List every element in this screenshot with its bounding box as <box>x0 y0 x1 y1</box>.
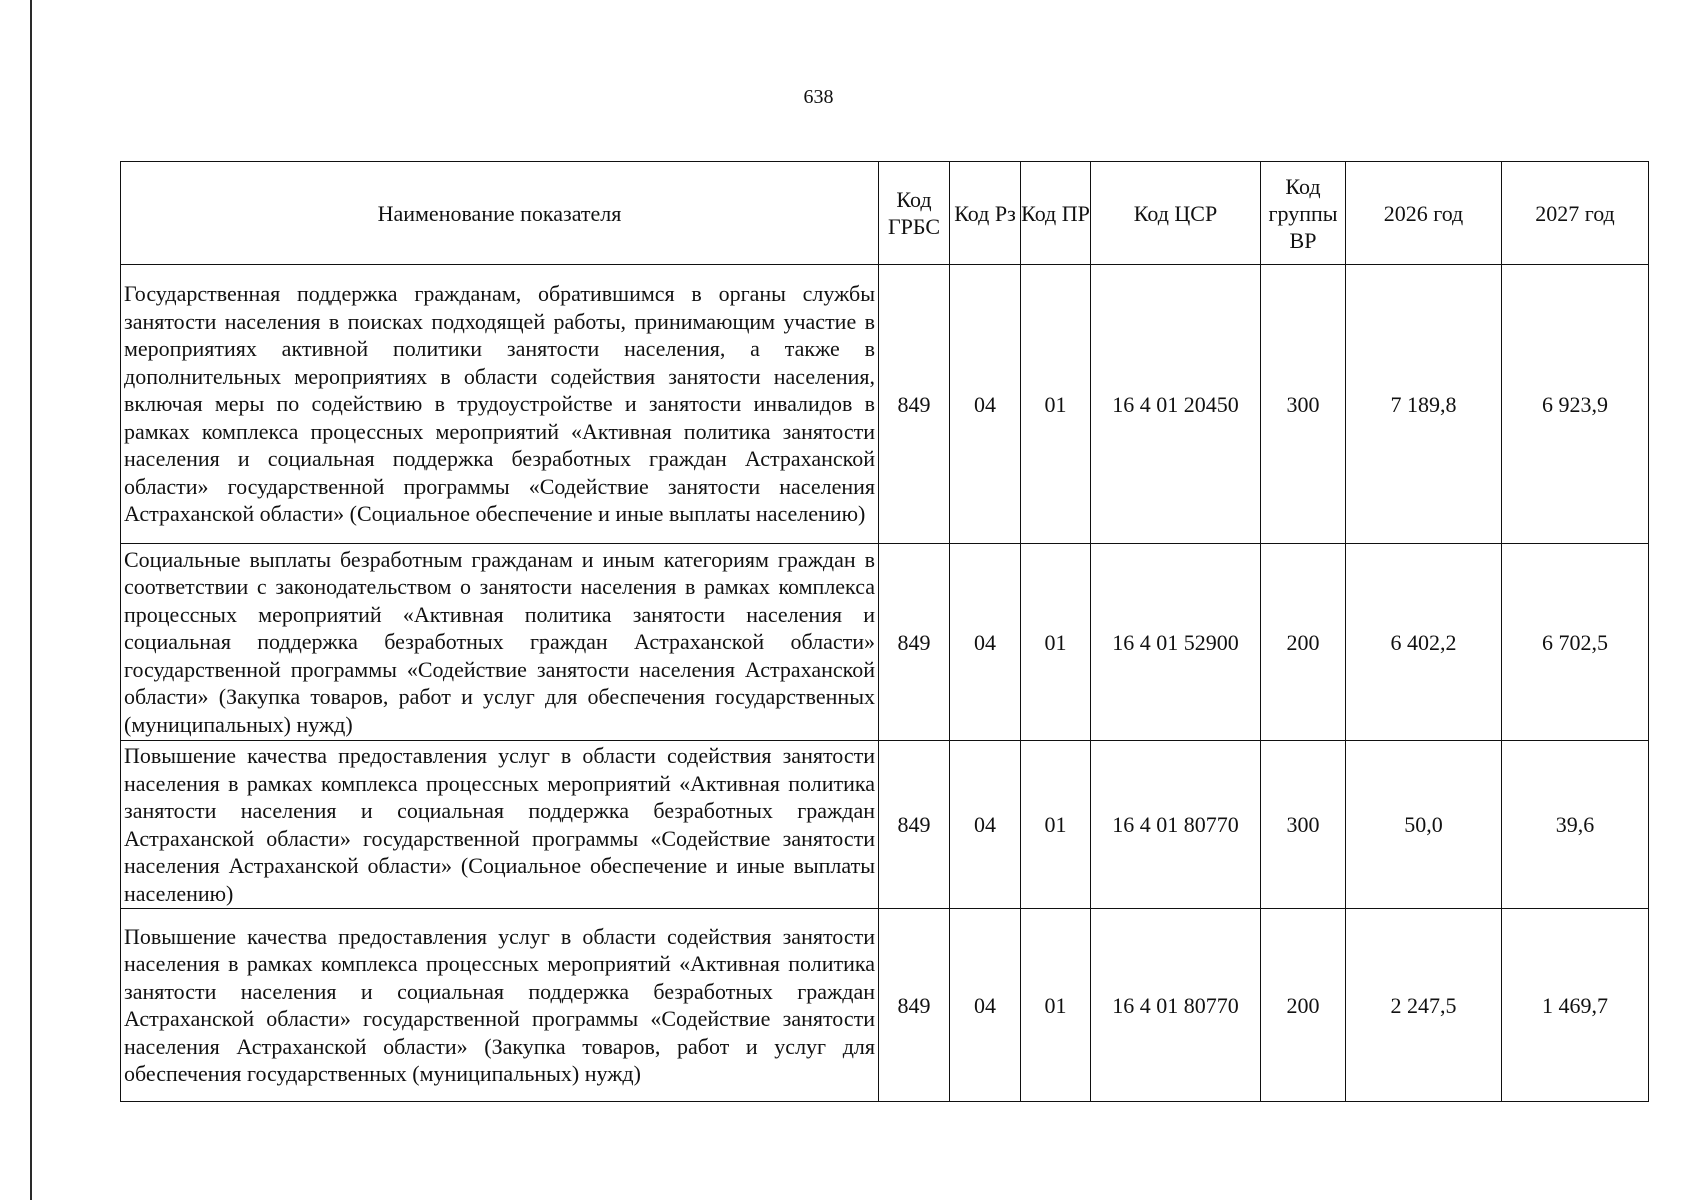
row-rz: 04 <box>950 741 1021 909</box>
row-2026: 2 247,5 <box>1346 909 1502 1102</box>
row-pr: 01 <box>1021 265 1091 544</box>
row-vr: 300 <box>1261 265 1346 544</box>
row-csr: 16 4 01 80770 <box>1091 909 1261 1102</box>
row-grbs: 849 <box>879 741 950 909</box>
row-name: Государственная поддержка гражданам, обратившимся в органы службы занятости населения в поисках подходящей работы, принимающим участие в мероприятиях активной политики занятости населения, а также в дополнительных мероприятиях в области содействия занятости населения, включая меры по содействию в трудоустройстве и занятости инвалидов в рамках комплекса процессных мероприятий «Активная политика занятости населения и социальная поддержка безработных граждан Астраханской области» государственной программы «Содействие занятости населения Астраханской области» (Социальное обеспечение и иные выплаты населению) <box>121 265 879 544</box>
row-vr: 200 <box>1261 544 1346 741</box>
row-grbs: 849 <box>879 544 950 741</box>
budget-table <box>120 161 1649 1102</box>
row-rz: 04 <box>950 909 1021 1102</box>
table-header-row <box>121 162 1649 265</box>
row-name: Повышение качества предоставления услуг в области содействия занятости населения в рамках комплекса процессных мероприятий «Активная политика занятости населения и социальная поддержка безработных граждан Астраханской области» государственной программы «Содействие занятости населения Астраханской области» (Социальное обеспечение и иные выплаты населению) <box>121 741 879 909</box>
table-row <box>121 909 1649 1102</box>
scan-edge-line <box>30 0 32 1200</box>
row-2027: 1 469,7 <box>1502 909 1649 1102</box>
row-vr: 200 <box>1261 909 1346 1102</box>
row-name: Повышение качества предоставления услуг в области содействия занятости населения в рамках комплекса процессных мероприятий «Активная политика занятости населения и социальная поддержка безработных граждан Астраханской области» государственной программы «Содействие занятости населения Астраханской области» (Закупка товаров, работ и услуг для обеспечения государственных (муниципальных) нужд) <box>121 909 879 1102</box>
row-pr: 01 <box>1021 544 1091 741</box>
row-name: Социальные выплаты безработным гражданам и иным категориям граждан в соответствии с законодательством о занятости населения в рамках комплекса процессных мероприятий «Активная политика занятости населения и социальная поддержка безработных граждан Астраханской области» государственной программы «Содействие занятости населения Астраханской области» (Закупка товаров, работ и услуг для обеспечения государственных (муниципальных) нужд) <box>121 544 879 741</box>
header-rz: Код Рз <box>950 162 1021 265</box>
table-row <box>121 741 1649 909</box>
row-2027: 6 702,5 <box>1502 544 1649 741</box>
row-csr: 16 4 01 80770 <box>1091 741 1261 909</box>
header-csr: Код ЦСР <box>1091 162 1261 265</box>
header-2026: 2026 год <box>1346 162 1502 265</box>
row-2026: 7 189,8 <box>1346 265 1502 544</box>
table-row <box>121 265 1649 544</box>
row-vr: 300 <box>1261 741 1346 909</box>
row-2027: 39,6 <box>1502 741 1649 909</box>
page-number: 638 <box>803 86 834 108</box>
table-row <box>121 544 1649 741</box>
row-2026: 50,0 <box>1346 741 1502 909</box>
row-rz: 04 <box>950 544 1021 741</box>
row-pr: 01 <box>1021 741 1091 909</box>
row-2026: 6 402,2 <box>1346 544 1502 741</box>
row-rz: 04 <box>950 265 1021 544</box>
header-grbs: Код ГРБС <box>879 162 950 265</box>
row-pr: 01 <box>1021 909 1091 1102</box>
header-vr: Код группы ВР <box>1261 162 1346 265</box>
header-name: Наименование показателя <box>121 162 879 265</box>
row-grbs: 849 <box>879 909 950 1102</box>
row-2027: 6 923,9 <box>1502 265 1649 544</box>
row-csr: 16 4 01 20450 <box>1091 265 1261 544</box>
header-2027: 2027 год <box>1502 162 1649 265</box>
row-grbs: 849 <box>879 265 950 544</box>
row-csr: 16 4 01 52900 <box>1091 544 1261 741</box>
header-pr: Код ПР <box>1021 162 1091 265</box>
